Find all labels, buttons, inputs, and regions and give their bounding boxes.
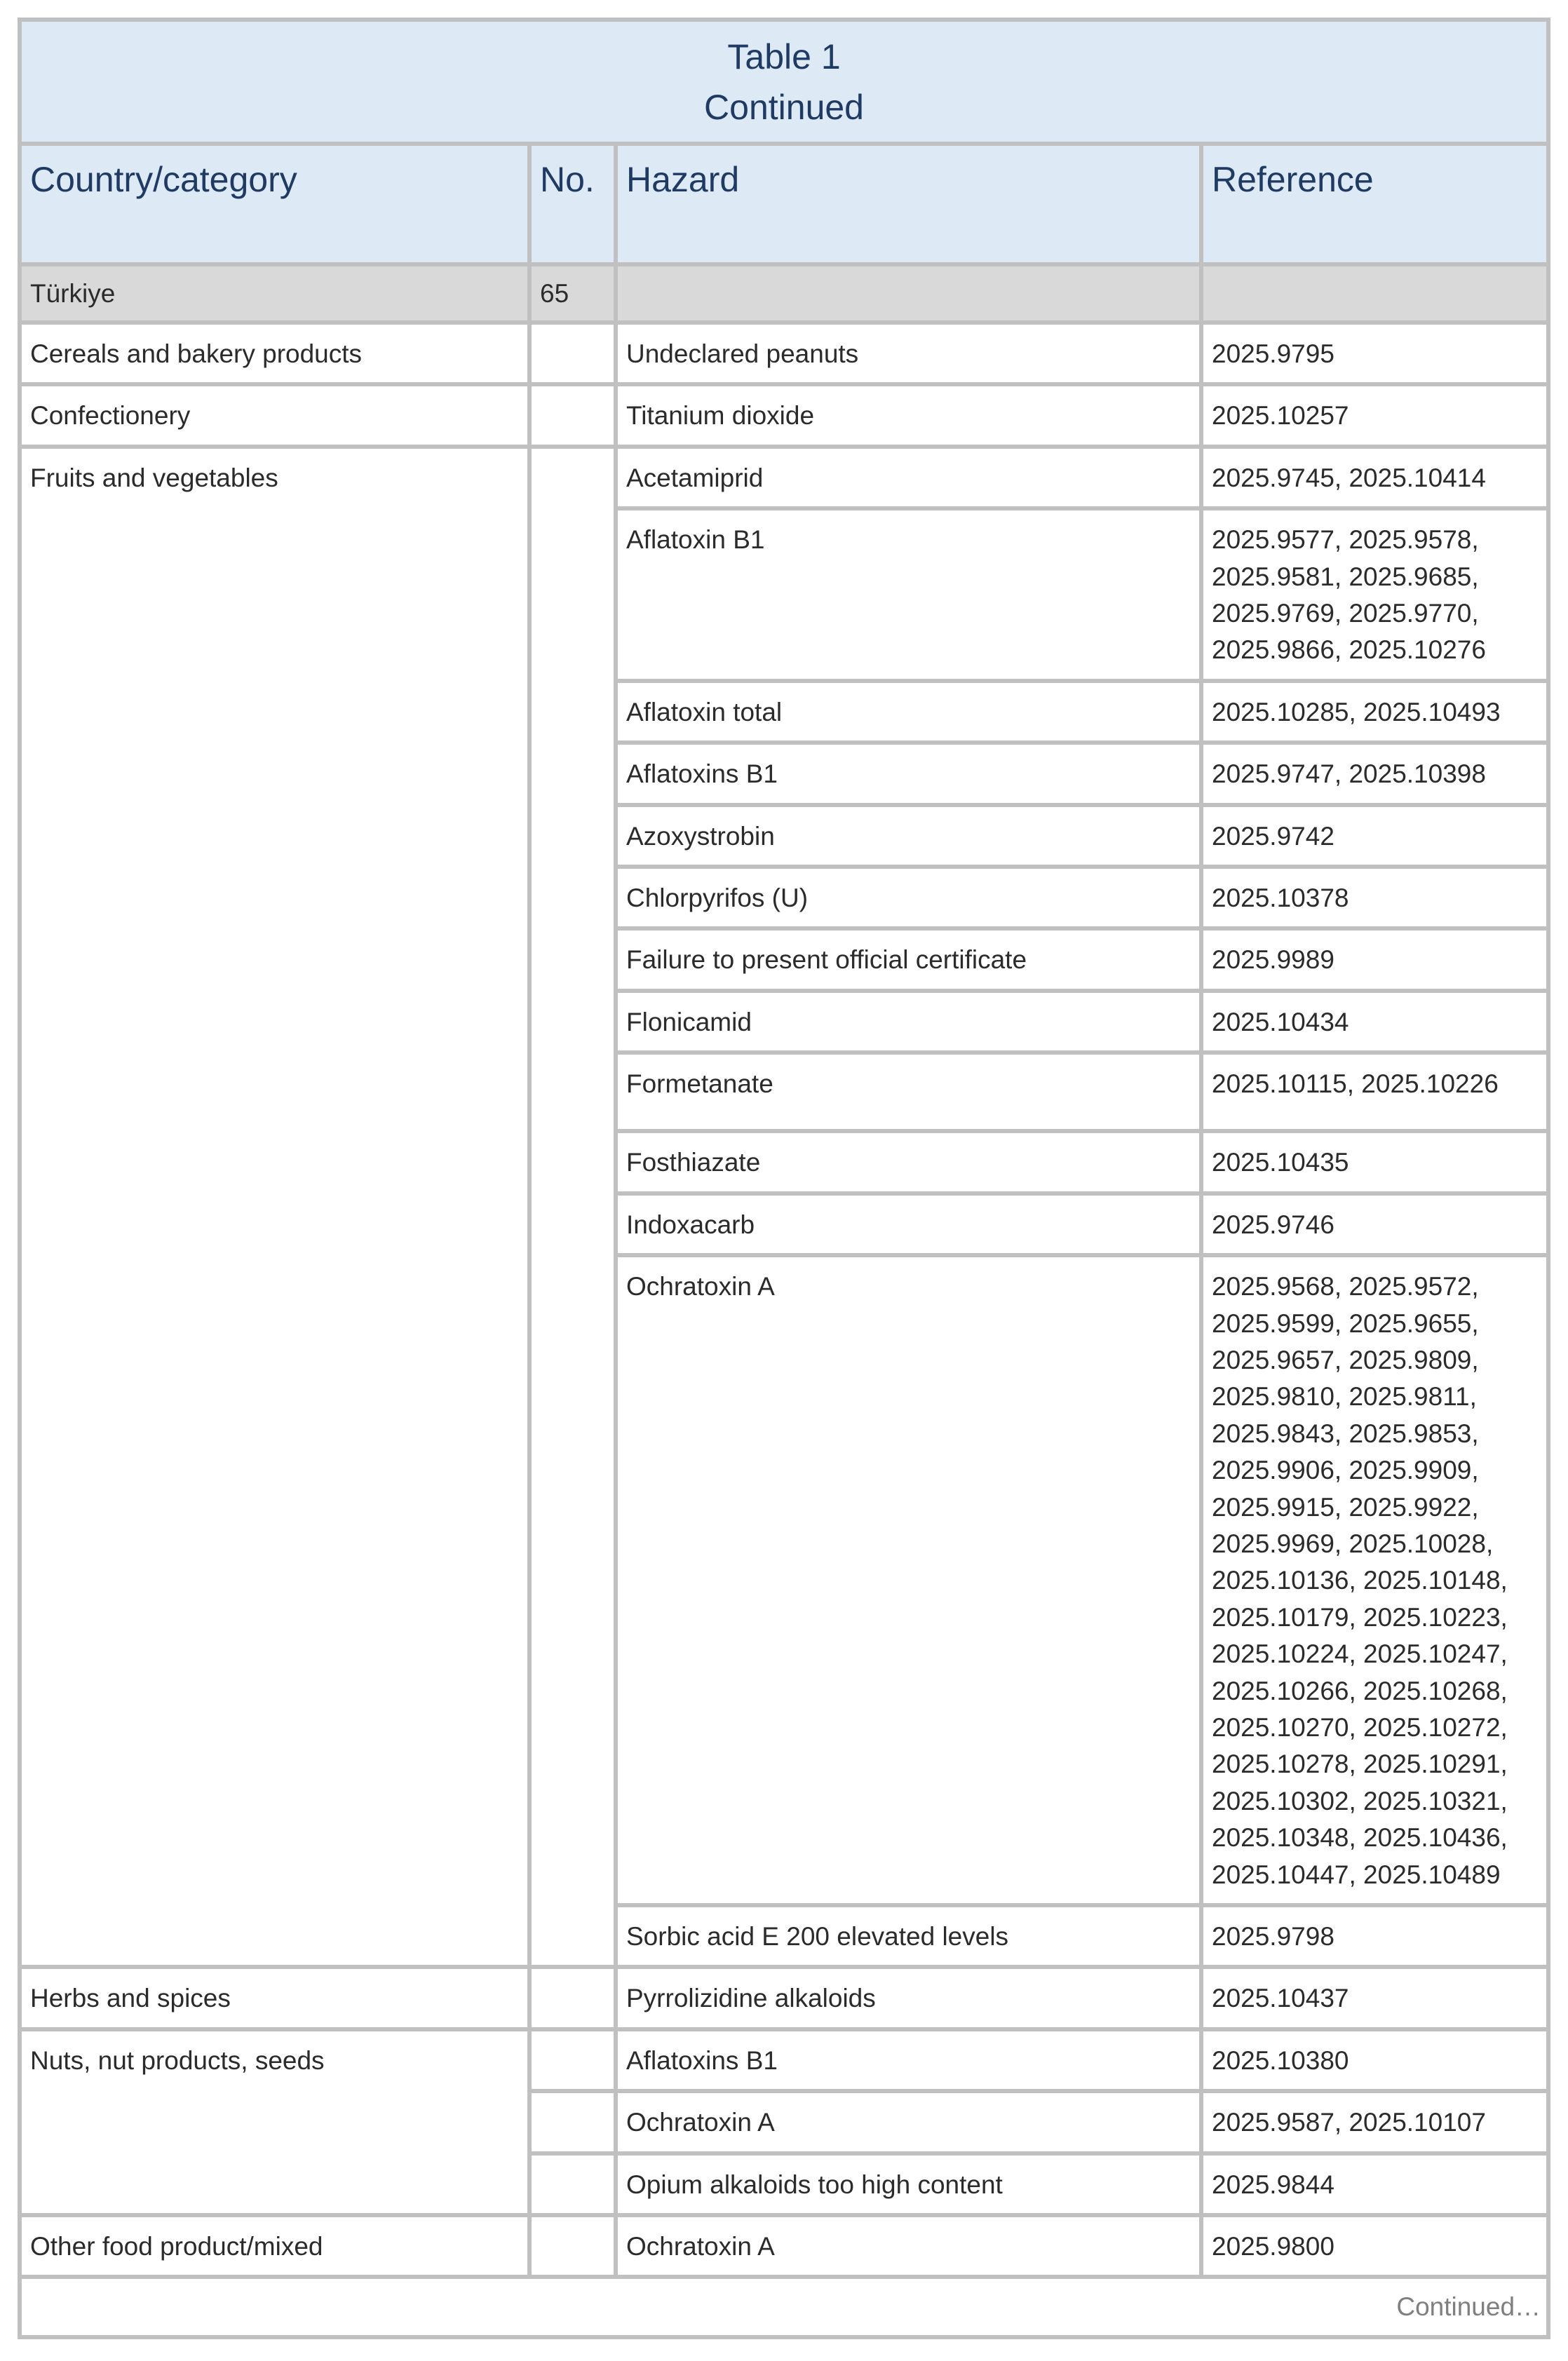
table-row — [20, 323, 1548, 384]
category-name: Herbs and spices — [20, 1967, 529, 2029]
number-cell-empty — [529, 384, 616, 446]
hazard-cell: Acetamiprid — [616, 447, 1201, 508]
hazard-cell: Opium alkaloids too high content — [616, 2153, 1201, 2215]
reference-line: 2025.9769, 2025.9770, — [1212, 599, 1479, 628]
hazard-cell: Aflatoxins B1 — [616, 2029, 1201, 2091]
reference-line: 2025.10302, 2025.10321, — [1212, 1786, 1508, 1815]
reference-line: 2025.9599, 2025.9655, — [1212, 1308, 1479, 1338]
reference-line: 2025.9587, 2025.10107 — [1212, 2108, 1486, 2137]
category-name: Other food product/mixed — [20, 2215, 529, 2277]
reference-line: 2025.9742 — [1212, 821, 1334, 851]
reference-line: 2025.9568, 2025.9572, — [1212, 1272, 1479, 1301]
number-cell-empty — [529, 447, 616, 1968]
column-header-country: Country/category — [20, 144, 529, 264]
reference-cell — [1201, 2029, 1548, 2091]
hazard-table — [18, 18, 1550, 2339]
category-name: Cereals and bakery products — [20, 323, 529, 384]
reference-cell — [1201, 1053, 1548, 1131]
reference-cell — [1201, 1131, 1548, 1193]
reference-cell — [1201, 1255, 1548, 1905]
table-row — [20, 2029, 1548, 2091]
reference-line: 2025.10437 — [1212, 1984, 1349, 2013]
reference-cell — [1201, 1193, 1548, 1255]
hazard-cell: Sorbic acid E 200 elevated levels — [616, 1905, 1201, 1967]
country-count: 65 — [529, 264, 616, 323]
country-name: Türkiye — [20, 264, 529, 323]
table-footer-row — [20, 2277, 1548, 2337]
table-row — [20, 447, 1548, 508]
table-container — [18, 18, 1546, 2339]
reference-line: 2025.10447, 2025.10489 — [1212, 1860, 1501, 1889]
country-reference-empty — [1201, 264, 1548, 323]
column-header-hazard: Hazard — [616, 144, 1201, 264]
reference-line: 2025.10348, 2025.10436, — [1212, 1823, 1508, 1853]
hazard-cell: Flonicamid — [616, 991, 1201, 1053]
number-cell-empty — [529, 1967, 616, 2029]
reference-cell — [1201, 447, 1548, 508]
reference-line: 2025.10285, 2025.10493 — [1212, 697, 1501, 726]
reference-line: 2025.9795 — [1212, 339, 1334, 368]
hazard-cell: Ochratoxin A — [616, 2215, 1201, 2277]
number-cell-empty — [529, 2215, 616, 2277]
hazard-cell: Aflatoxins B1 — [616, 743, 1201, 804]
reference-line: 2025.9800 — [1212, 2232, 1334, 2261]
country-hazard-empty — [616, 264, 1201, 323]
column-header-no: No. — [529, 144, 616, 264]
hazard-cell: Aflatoxin B1 — [616, 508, 1201, 681]
category-name: Confectionery — [20, 384, 529, 446]
reference-line: 2025.9906, 2025.9909, — [1212, 1456, 1479, 1485]
reference-cell — [1201, 1967, 1548, 2029]
table-title: Table 1 — [727, 36, 841, 76]
reference-line: 2025.9581, 2025.9685, — [1212, 562, 1479, 591]
hazard-cell: Formetanate — [616, 1053, 1201, 1131]
continued-label: Continued… — [20, 2277, 1548, 2337]
number-cell-empty — [529, 2029, 616, 2091]
hazard-cell: Undeclared peanuts — [616, 323, 1201, 384]
hazard-cell: Azoxystrobin — [616, 805, 1201, 867]
reference-cell — [1201, 323, 1548, 384]
reference-line: 2025.10115, 2025.10226 — [1212, 1069, 1499, 1099]
reference-cell — [1201, 384, 1548, 446]
table-body — [20, 264, 1548, 2277]
reference-line: 2025.9746 — [1212, 1210, 1334, 1239]
reference-cell — [1201, 681, 1548, 743]
table-row — [20, 1967, 1548, 2029]
reference-line: 2025.9798 — [1212, 1922, 1334, 1951]
reference-line: 2025.10434 — [1212, 1007, 1349, 1036]
reference-line: 2025.10224, 2025.10247, — [1212, 1639, 1508, 1669]
reference-cell — [1201, 867, 1548, 928]
reference-cell — [1201, 1905, 1548, 1967]
reference-line: 2025.9843, 2025.9853, — [1212, 1419, 1479, 1448]
reference-line: 2025.9866, 2025.10276 — [1212, 635, 1486, 665]
reference-cell — [1201, 743, 1548, 804]
number-cell-empty — [529, 323, 616, 384]
reference-line: 2025.9844 — [1212, 2170, 1334, 2199]
hazard-cell: Fosthiazate — [616, 1131, 1201, 1193]
hazard-cell: Ochratoxin A — [616, 1255, 1201, 1905]
country-group-row — [20, 264, 1548, 323]
reference-cell — [1201, 805, 1548, 867]
hazard-cell: Titanium dioxide — [616, 384, 1201, 446]
hazard-cell: Ochratoxin A — [616, 2091, 1201, 2153]
reference-line: 2025.9745, 2025.10414 — [1212, 463, 1486, 492]
reference-line: 2025.9577, 2025.9578, — [1212, 525, 1479, 555]
column-header-row — [20, 144, 1548, 264]
hazard-cell: Indoxacarb — [616, 1193, 1201, 1255]
reference-line: 2025.10136, 2025.10148, — [1212, 1566, 1508, 1595]
reference-line: 2025.10257 — [1212, 401, 1349, 431]
reference-line: 2025.9810, 2025.9811, — [1212, 1382, 1477, 1412]
reference-line: 2025.10270, 2025.10272, — [1212, 1712, 1508, 1742]
hazard-cell: Aflatoxin total — [616, 681, 1201, 743]
reference-line: 2025.10179, 2025.10223, — [1212, 1602, 1508, 1632]
category-name: Fruits and vegetables — [20, 447, 529, 1968]
table-row — [20, 384, 1548, 446]
reference-line: 2025.9657, 2025.9809, — [1212, 1345, 1479, 1374]
reference-cell — [1201, 991, 1548, 1053]
reference-cell — [1201, 2091, 1548, 2153]
table-caption-row — [20, 20, 1548, 144]
reference-line: 2025.9989 — [1212, 945, 1334, 975]
hazard-cell: Failure to present official certificate — [616, 928, 1201, 990]
reference-line: 2025.10266, 2025.10268, — [1212, 1676, 1508, 1705]
number-cell-empty — [529, 2153, 616, 2215]
reference-line: 2025.10435 — [1212, 1148, 1349, 1177]
reference-line: 2025.9747, 2025.10398 — [1212, 759, 1486, 789]
reference-cell — [1201, 2215, 1548, 2277]
reference-line: 2025.10380 — [1212, 2045, 1349, 2075]
table-subtitle: Continued — [704, 87, 864, 127]
column-header-reference: Reference — [1201, 144, 1548, 264]
table-caption — [20, 20, 1548, 144]
hazard-cell: Chlorpyrifos (U) — [616, 867, 1201, 928]
category-name: Nuts, nut products, seeds — [20, 2029, 529, 2215]
hazard-cell: Pyrrolizidine alkaloids — [616, 1967, 1201, 2029]
reference-line: 2025.10378 — [1212, 884, 1349, 913]
reference-cell — [1201, 2153, 1548, 2215]
reference-line: 2025.9969, 2025.10028, — [1212, 1529, 1494, 1558]
table-row — [20, 2215, 1548, 2277]
reference-line: 2025.9915, 2025.9922, — [1212, 1492, 1479, 1522]
reference-cell — [1201, 508, 1548, 681]
reference-line: 2025.10278, 2025.10291, — [1212, 1750, 1508, 1779]
number-cell-empty — [529, 2091, 616, 2153]
reference-cell — [1201, 928, 1548, 990]
